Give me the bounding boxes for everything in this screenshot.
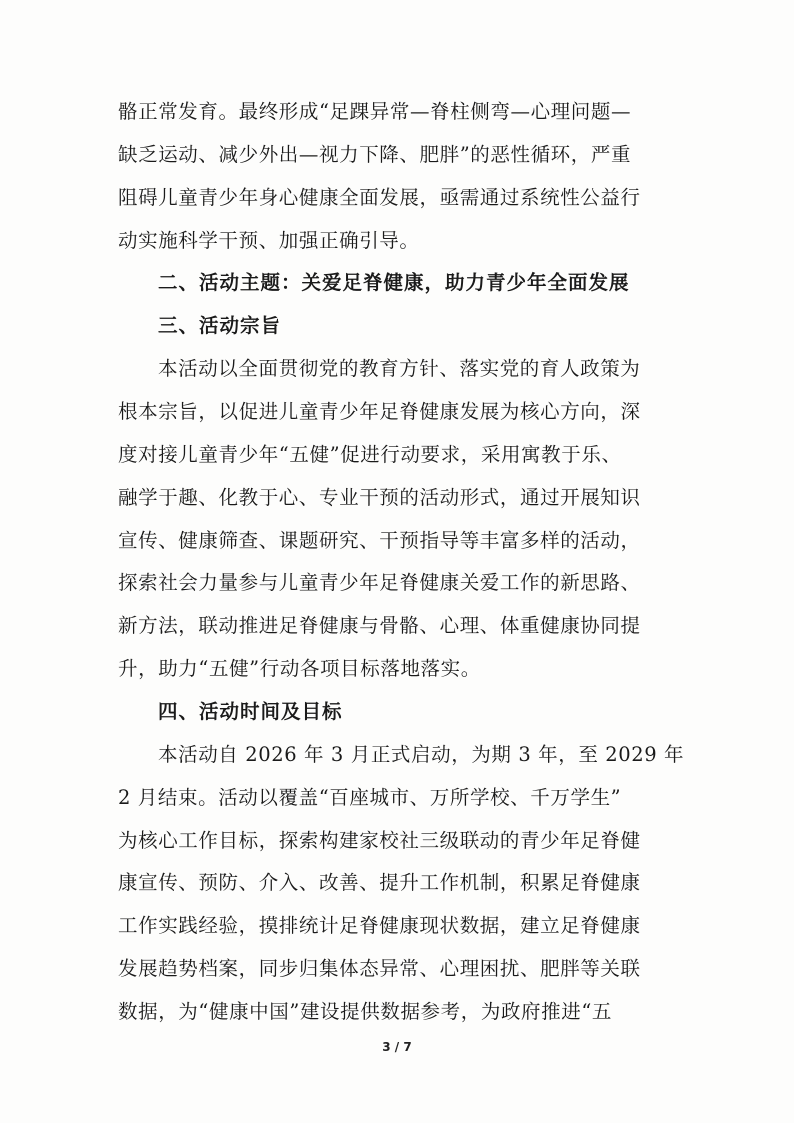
paragraph-line: 新方法，联动推进足脊健康与骨骼、心理、体重健康协同提 [118,614,641,637]
paragraph-line: 缺乏运动、减少外出—视力下降、肥胖”的恶性循环，严重 [118,143,632,166]
paragraph-line: 阻碍儿童青少年身心健康全面发展，亟需通过系统性公益行 [118,186,641,209]
paragraph-line: 升，助力“五健”行动各项目标落地落实。 [118,657,481,680]
paragraph-line: 度对接儿童青少年“五健”促进行动要求，采用寓教于乐、 [118,443,622,466]
paragraph-line: 动实施科学干预、加强正确引导。 [118,229,420,252]
paragraph-line: 数据，为“健康中国”建设提供数据参考，为政府推进“五 [118,1000,613,1023]
paragraph-line: 康宣传、预防、介入、改善、提升工作机制，积累足脊健康 [118,871,641,894]
paragraph-line: 融学于趣、化教于心、专业干预的活动形式，通过开展知识 [118,486,641,509]
section-heading-theme: 二、活动主题：关爱足脊健康，助力青少年全面发展 [158,271,630,294]
paragraph-line: 发展趋势档案，同步归集体态异常、心理困扰、肥胖等关联 [118,957,641,980]
paragraph-line: 本活动自 2026 年 3 月正式启动，为期 3 年，至 2029 年 [158,743,685,766]
page-number: 3 / 7 [382,1040,412,1054]
section-heading-purpose: 三、活动宗旨 [158,314,282,337]
paragraph-line: 本活动以全面贯彻党的教育方针、落实党的育人政策为 [158,357,641,380]
paragraph-line: 2 月结束。活动以覆盖“百座城市、万所学校、千万学生” [118,786,622,809]
paragraph-line: 工作实践经验，摸排统计足脊健康现状数据，建立足脊健康 [118,914,641,937]
paragraph-line: 探索社会力量参与儿童青少年足脊健康关爱工作的新思路、 [118,571,641,594]
paragraph-line: 根本宗旨，以促进儿童青少年足脊健康发展为核心方向，深 [118,400,641,423]
paragraph-line: 为核心工作目标，探索构建家校社三级联动的青少年足脊健 [118,829,641,852]
paragraph-line: 宣传、健康筛查、课题研究、干预指导等丰富多样的活动， [118,529,641,552]
section-heading-time-goals: 四、活动时间及目标 [158,700,343,723]
paragraph-line: 骼正常发育。最终形成“足踝异常—脊柱侧弯—心理问题— [118,100,632,123]
